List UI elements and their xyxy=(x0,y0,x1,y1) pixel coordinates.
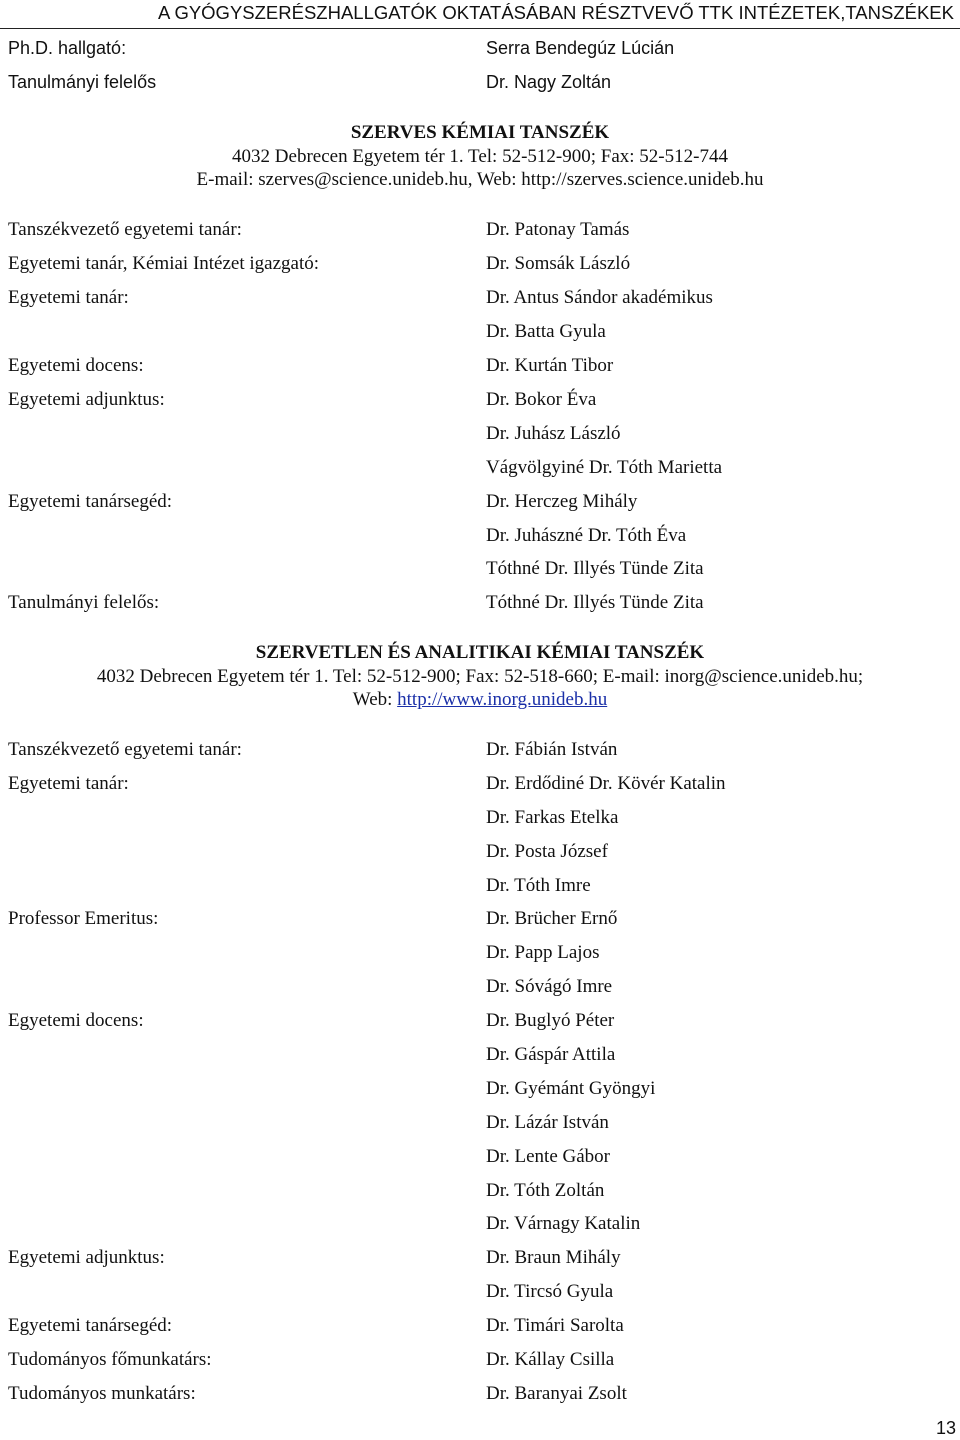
person-name: Dr. Tóth Imre xyxy=(486,875,591,896)
person-name: Dr. Gáspár Attila xyxy=(486,1044,616,1065)
role-label: Tanszékvezető egyetemi tanár: xyxy=(8,219,242,240)
role-label: Tudományos munkatárs: xyxy=(8,1383,196,1404)
person-name: Dr. Patonay Tamás xyxy=(486,219,630,240)
person-name: Dr. Posta József xyxy=(486,841,608,862)
person-name: Serra Bendegúz Lúcián xyxy=(486,38,675,58)
person-name: Dr. Nagy Zoltán xyxy=(486,72,612,92)
staff-row xyxy=(8,1243,950,1273)
person-name: Dr. Baranyai Zsolt xyxy=(486,1383,627,1404)
staff-row xyxy=(8,1040,950,1070)
person-name: Dr. Herczeg Mihály xyxy=(486,491,638,512)
person-name: Dr. Kállay Csilla xyxy=(486,1349,615,1370)
person-name: Dr. Várnagy Katalin xyxy=(486,1213,641,1234)
staff-row xyxy=(8,1345,950,1375)
staff-row xyxy=(8,1277,950,1307)
person-name: Dr. Juhász László xyxy=(486,423,621,444)
person-name: Dr. Batta Gyula xyxy=(486,321,606,342)
staff-row xyxy=(8,1006,950,1036)
staff-row xyxy=(8,769,950,799)
staff-row xyxy=(8,972,950,1002)
role-label: Egyetemi docens: xyxy=(8,1010,144,1031)
role-label: Egyetemi tanár: xyxy=(8,287,129,308)
dept1-address: 4032 Debrecen Egyetem tér 1. Tel: 52-512-900; Fax: 52-512-744 xyxy=(232,146,728,167)
staff-row xyxy=(8,351,950,381)
role-label: Tanulmányi felelős xyxy=(8,72,157,92)
dept1-contact: E-mail: szerves@science.unideb.hu, Web: http://szerves.science.unideb.hu xyxy=(196,169,764,190)
running-header: A GYÓGYSZERÉSZHALLGATÓK OKTATÁSÁBAN RÉSZTVEVŐ TTK INTÉZETEK,TANSZÉKEK xyxy=(157,2,954,23)
person-name: Dr. Lente Gábor xyxy=(486,1146,610,1167)
staff-row xyxy=(8,871,950,901)
staff-row xyxy=(8,1142,950,1172)
staff-row xyxy=(8,1108,950,1138)
staff-row xyxy=(8,453,950,483)
role-label: Tudományos főmunkatárs: xyxy=(8,1349,212,1370)
person-name: Dr. Bokor Éva xyxy=(486,389,597,410)
staff-row xyxy=(8,487,950,517)
staff-row xyxy=(8,1311,950,1341)
role-label: Egyetemi adjunktus: xyxy=(8,389,165,410)
role-label: Tanszékvezető egyetemi tanár: xyxy=(8,739,242,760)
staff-row xyxy=(8,1379,950,1409)
role-label: Ph.D. hallgató: xyxy=(8,38,127,58)
role-label: Tanulmányi felelős: xyxy=(8,592,160,613)
person-name: Dr. Tircsó Gyula xyxy=(486,1281,614,1302)
person-name: Dr. Kurtán Tibor xyxy=(486,355,614,376)
header-rule xyxy=(0,28,960,29)
person-name: Dr. Buglyó Péter xyxy=(486,1010,615,1031)
staff-row xyxy=(8,521,950,551)
staff-row xyxy=(8,938,950,968)
dept2-web-line xyxy=(0,688,960,712)
role-label: Egyetemi adjunktus: xyxy=(8,1247,165,1268)
dept2-title: SZERVETLEN ÉS ANALITIKAI KÉMIAI TANSZÉK xyxy=(255,642,705,663)
person-name: Dr. Somsák László xyxy=(486,253,631,274)
staff-row xyxy=(8,554,950,584)
staff-row xyxy=(8,385,950,415)
role-label: Egyetemi docens: xyxy=(8,355,144,376)
staff-row xyxy=(8,249,950,279)
person-name: Dr. Juhászné Dr. Tóth Éva xyxy=(486,525,687,546)
dept2-address: 4032 Debrecen Egyetem tér 1. Tel: 52-512-900; Fax: 52-518-660; E-mail: inorg@science.unideb.hu; xyxy=(96,666,864,687)
person-name: Tóthné Dr. Illyés Tünde Zita xyxy=(486,592,704,613)
dept1-title: SZERVES KÉMIAI TANSZÉK xyxy=(350,122,610,143)
staff-row xyxy=(8,215,950,245)
person-name: Dr. Erdődiné Dr. Kövér Katalin xyxy=(486,773,726,794)
role-label: Egyetemi tanár, Kémiai Intézet igazgató: xyxy=(8,253,320,274)
staff-row xyxy=(8,283,950,313)
role-label: Egyetemi tanár: xyxy=(8,773,129,794)
person-name: Dr. Fábián István xyxy=(486,739,618,760)
page-number: 13 xyxy=(935,1418,956,1438)
staff-row xyxy=(8,904,950,934)
staff-row-tanulmanyi xyxy=(8,67,950,97)
staff-row xyxy=(8,803,950,833)
person-name: Dr. Braun Mihály xyxy=(486,1247,621,1268)
role-label: Egyetemi tanársegéd: xyxy=(8,491,173,512)
staff-row xyxy=(8,1074,950,1104)
dept2-web-label: Web: xyxy=(352,689,393,710)
staff-row xyxy=(8,837,950,867)
person-name: Dr. Gyémánt Gyöngyi xyxy=(486,1078,656,1099)
person-name: Dr. Tóth Zoltán xyxy=(486,1180,605,1201)
role-label: Egyetemi tanársegéd: xyxy=(8,1315,173,1336)
person-name: Vágvölgyiné Dr. Tóth Marietta xyxy=(486,457,723,478)
person-name: Dr. Papp Lajos xyxy=(486,942,600,963)
staff-row xyxy=(8,1176,950,1206)
person-name: Dr. Farkas Etelka xyxy=(486,807,619,828)
dept2-web-link[interactable]: http://www.inorg.unideb.hu xyxy=(397,689,608,710)
staff-row xyxy=(8,419,950,449)
staff-row-phd xyxy=(8,33,950,63)
staff-row xyxy=(8,735,950,765)
role-label: Professor Emeritus: xyxy=(8,908,159,929)
person-name: Tóthné Dr. Illyés Tünde Zita xyxy=(486,558,704,579)
person-name: Dr. Brücher Ernő xyxy=(486,908,618,929)
staff-row xyxy=(8,588,950,618)
person-name: Dr. Antus Sándor akadémikus xyxy=(486,287,713,308)
staff-row xyxy=(8,1209,950,1239)
person-name: Dr. Lázár István xyxy=(486,1112,609,1133)
staff-row xyxy=(8,317,950,347)
person-name: Dr. Timári Sarolta xyxy=(486,1315,624,1336)
person-name: Dr. Sóvágó Imre xyxy=(486,976,613,997)
